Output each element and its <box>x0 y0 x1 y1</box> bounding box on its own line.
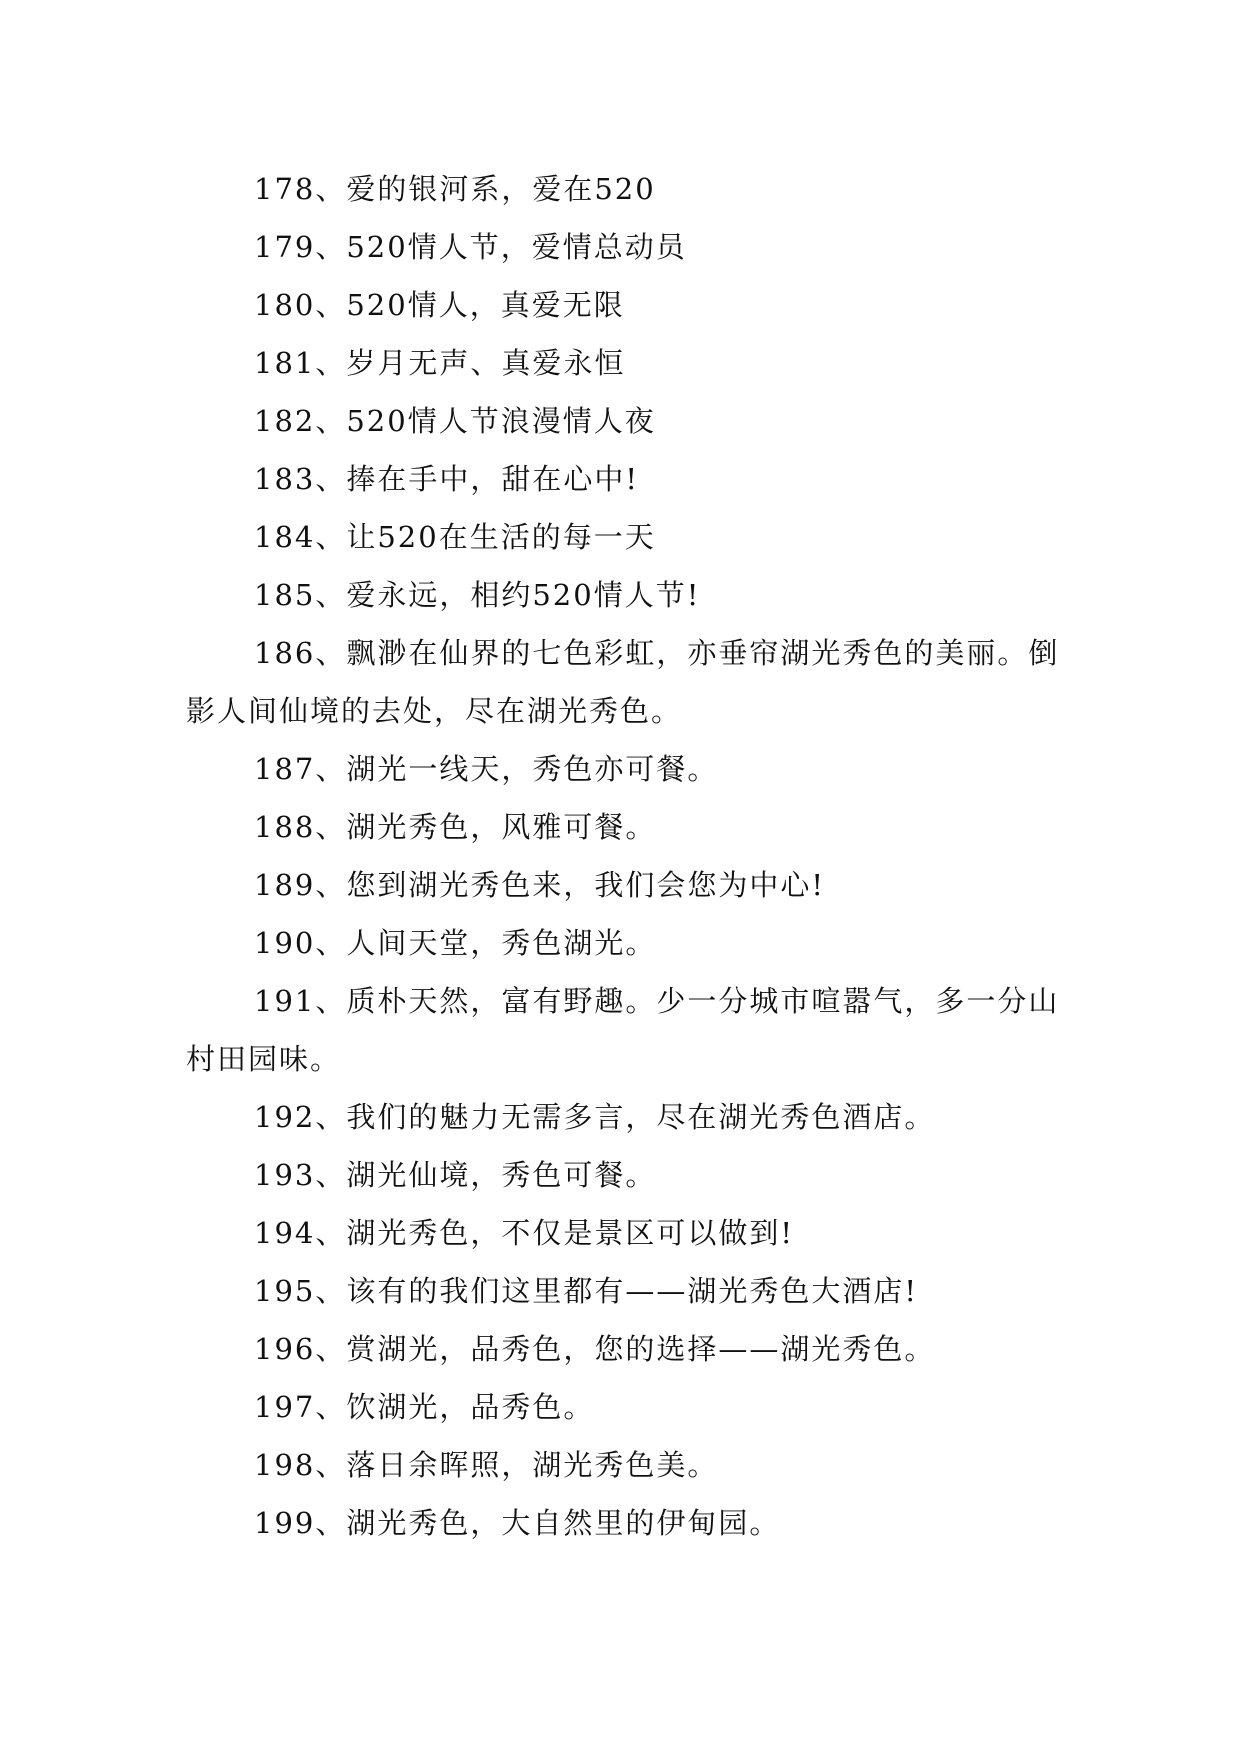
paragraph-190: 190、人间天堂，秀色湖光。 <box>254 926 657 960</box>
paragraph-184: 184、让520在生活的每一天 <box>254 520 656 554</box>
document-body <box>186 160 1086 1552</box>
paragraph-183: 183、捧在手中，甜在心中! <box>254 462 640 496</box>
paragraph-185: 185、爱永远，相约520情人节! <box>254 578 701 612</box>
paragraph-181: 181、岁月无声、真爱永恒 <box>254 346 626 380</box>
paragraph-195: 195、该有的我们这里都有——湖光秀色大酒店! <box>254 1274 919 1308</box>
paragraph-189: 189、您到湖光秀色来，我们会您为中心! <box>254 868 826 902</box>
paragraph-178: 178、爱的银河系，爱在520 <box>254 172 656 206</box>
paragraph-194: 194、湖光秀色，不仅是景区可以做到! <box>254 1216 795 1250</box>
paragraph-199: 199、湖光秀色，大自然里的伊甸园。 <box>254 1506 781 1540</box>
paragraph-188: 188、湖光秀色，风雅可餐。 <box>254 810 657 844</box>
paragraph-182: 182、520情人节浪漫情人夜 <box>254 404 656 438</box>
paragraph-197: 197、饮湖光，品秀色。 <box>254 1390 595 1424</box>
paragraph-187: 187、湖光一线天，秀色亦可餐。 <box>254 752 719 786</box>
paragraph-192: 192、我们的魅力无需多言，尽在湖光秀色酒店。 <box>254 1100 936 1134</box>
paragraph-180: 180、520情人，真爱无限 <box>254 288 625 322</box>
paragraph-198: 198、落日余晖照，湖光秀色美。 <box>254 1448 719 1482</box>
paragraph-179: 179、520情人节，爱情总动员 <box>254 230 687 264</box>
paragraph-193: 193、湖光仙境，秀色可餐。 <box>254 1158 657 1192</box>
paragraph-196: 196、赏湖光，品秀色，您的选择——湖光秀色。 <box>254 1332 936 1366</box>
paragraph-186: 186、飘渺在仙界的七色彩虹，亦垂帘湖光秀色的美丽。倒影人间仙境的去处，尽在湖光秀色。 <box>186 636 1060 728</box>
paragraph-191: 191、质朴天然，富有野趣。少一分城市喧嚣气，多一分山村田园味。 <box>186 984 1060 1076</box>
